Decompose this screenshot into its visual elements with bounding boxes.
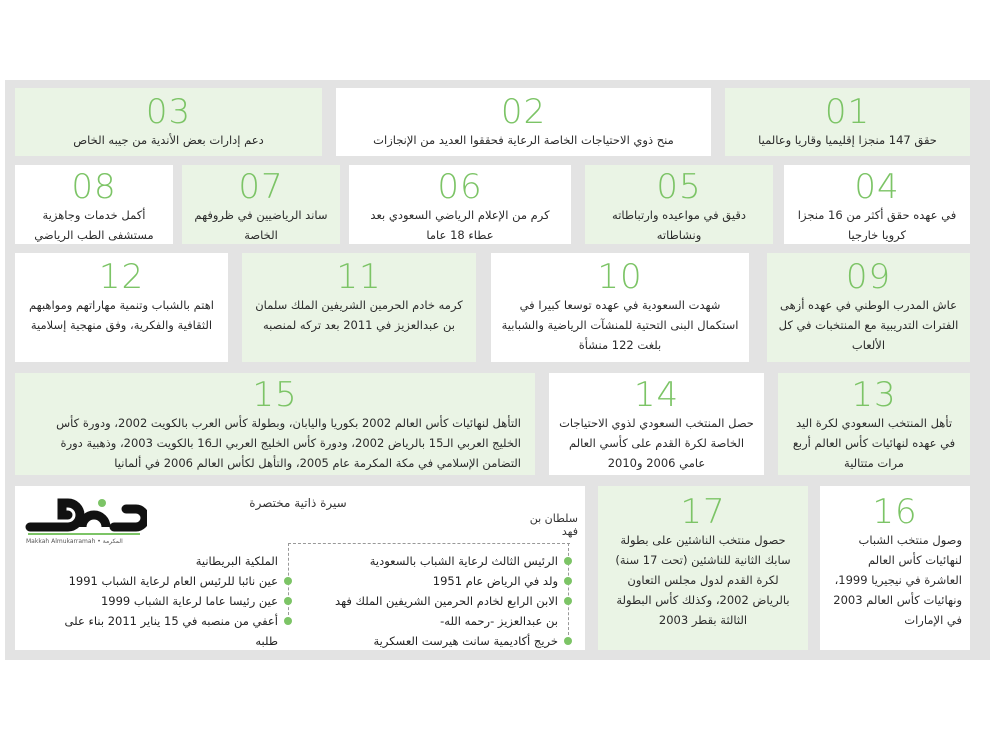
card-text: شهدت السعودية في عهده توسعا كبيرا في استكمال البنى التحتية للمنشآت الرياضية والشبابية بلغت 122 منشأة	[501, 298, 739, 352]
card-number: 10	[597, 257, 643, 297]
bio-item: بن عبدالعزيز -رحمه الله-	[440, 614, 558, 628]
card-text: اهتم بالشباب وتنمية مهاراتهم ومواهبهم الثقافية والفكرية، وفق منهجية إسلامية	[29, 298, 214, 332]
card-16	[820, 486, 970, 650]
card-number: 07	[238, 167, 284, 207]
card-10	[491, 253, 749, 362]
bio-item: الملكية البريطانية	[195, 554, 278, 568]
bio-item: خريج أكاديمية سانت هيرست العسكرية	[300, 631, 558, 651]
card-02	[336, 88, 711, 156]
bio-list-left	[20, 551, 278, 651]
card-text: ساند الرياضيين في ظروفهم الخاصة	[194, 208, 328, 242]
card-08	[15, 165, 173, 244]
card-text: حصل المنتخب السعودي لذوي الاحتياجات الخاصة لكرة القدم على كأسي العالم عامي 2006 و2010	[559, 416, 754, 470]
bullet-dot	[284, 597, 292, 605]
card-text: في عهده حقق أكثر من 16 منجزا كرويا خارجيا	[797, 208, 957, 242]
card-01	[725, 88, 970, 156]
bio-item: أعفي من منصبه في 15 يناير 2011 بناء على	[20, 611, 278, 631]
bio-item: طلبه	[255, 634, 278, 648]
card-text: حصول منتخب الناشئين على بطولة سابك الثانية للناشئين (تحت 17 سنة) لكرة القدم لدول مجلس التعاون بالرياض 2002، وكذلك كأس البطولة الثالثة بقطر 2003	[615, 533, 791, 627]
card-number: 14	[633, 375, 680, 415]
bullet-dot	[564, 597, 572, 605]
card-12	[15, 253, 228, 362]
bio-list-right	[300, 551, 558, 651]
bio-item: الرئيس الثالث لرعاية الشباب بالسعودية	[300, 551, 558, 571]
card-14	[549, 373, 764, 475]
card-number: 08	[71, 167, 117, 207]
makkah-logo-caption: Makkah Almukarramah • المكرمة	[26, 538, 123, 545]
card-number: 15	[252, 375, 298, 415]
card-07	[182, 165, 340, 244]
card-text: دقيق في مواعيده وارتباطاته ونشاطاته	[612, 208, 746, 242]
card-text: كرمه خادم الحرمين الشريفين الملك سلمان بن عبدالعزيز في 2011 بعد تركه لمنصبه	[255, 298, 463, 332]
bio-item: عين رئيسا عاما لرعاية الشباب 1999	[20, 591, 278, 611]
bio-item: الابن الرابع لخادم الحرمين الشريفين الملك فهد	[300, 591, 558, 611]
card-05	[585, 165, 773, 244]
card-text: حقق 147 منجزا إقليميا وقاريا وعالميا	[758, 133, 937, 147]
card-text: أكمل خدمات وجاهزية مستشفى الطب الرياضي	[34, 208, 154, 242]
bio-name: سلطان بن فهد	[529, 512, 578, 538]
card-number: 11	[336, 257, 382, 297]
card-number: 13	[851, 375, 897, 415]
card-text: كرم من الإعلام الرياضي السعودي بعد عطاء 18 عاما	[370, 208, 550, 242]
card-number: 03	[145, 92, 192, 132]
bullet-dot	[284, 617, 292, 625]
card-text: دعم إدارات بعض الأندية من جيبه الخاص	[73, 133, 264, 147]
card-17	[598, 486, 808, 650]
card-text: تأهل المنتخب السعودي لكرة اليد في عهده لنهائيات كأس العالم أربع مرات متتالية	[792, 416, 956, 470]
card-number: 16	[872, 492, 918, 532]
bullet-dot	[564, 557, 572, 565]
card-number: 12	[98, 257, 145, 297]
card-13	[778, 373, 970, 475]
card-text: منح ذوي الاحتياجات الخاصة الرعاية فحققوا العديد من الإنجازات	[373, 133, 674, 147]
card-03	[15, 88, 322, 156]
makkah-logo-mark	[22, 495, 147, 555]
card-09	[767, 253, 970, 362]
card-number: 06	[437, 167, 483, 207]
card-number: 04	[854, 167, 900, 207]
bio-title: سيرة ذاتية مختصرة	[249, 496, 347, 510]
card-11	[242, 253, 476, 362]
card-04	[784, 165, 970, 244]
makkah-logo	[22, 495, 147, 555]
card-15	[15, 373, 535, 475]
card-text: وصول منتخب الشباب لنهائيات كأس العالم العاشرة في نيجيريا 1999، ونهائيات كأس العالم 2003 في الإمارات	[833, 533, 962, 627]
bullet-dot	[564, 637, 572, 645]
card-number: 02	[500, 92, 547, 132]
card-06	[349, 165, 571, 244]
bullet-dot	[564, 577, 572, 585]
card-number: 17	[680, 492, 726, 532]
card-number: 05	[656, 167, 702, 207]
card-number: 09	[845, 257, 892, 297]
bio-item: عين نائبا للرئيس العام لرعاية الشباب 1991	[20, 571, 278, 591]
bullet-dot	[284, 577, 292, 585]
bio-item: ولد في الرياض عام 1951	[300, 571, 558, 591]
card-number: 01	[824, 92, 871, 132]
tree-connector-top	[288, 543, 570, 544]
card-text: التأهل لنهائيات كأس العالم 2002 بكوريا واليابان، وبطولة كأس العرب بالكويت 2002، ودورة كأس الخليج العربي الـ15 بالرياض 2002، ودورة كأس الخليج العربي الـ16 بالكويت 2003، وذهبية دورة التضامن الإسلامي في مكة المكرمة عام 2005، والتأهل لكأس العالم 2006 في ألمانيا	[56, 416, 521, 470]
card-text: عاش المدرب الوطني في عهده أزهى الفترات التدريبية مع المنتخبات في كل الألعاب	[778, 298, 959, 352]
